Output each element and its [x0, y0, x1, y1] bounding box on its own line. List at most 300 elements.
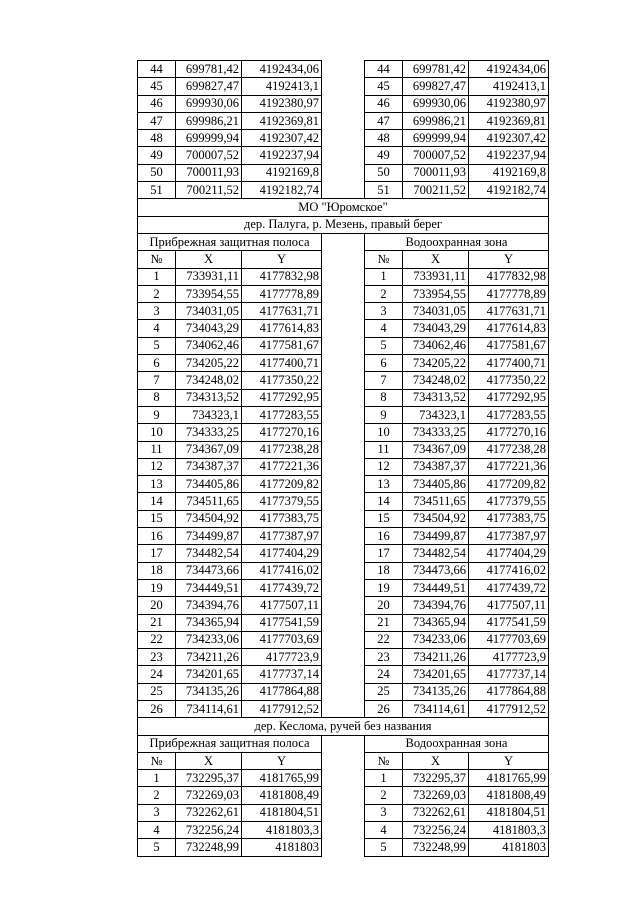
- point-number-left: 18: [138, 562, 176, 579]
- column-gap: [322, 579, 365, 596]
- coord-x-left: 734394,76: [176, 597, 242, 614]
- coord-y-left: 4181765,99: [242, 770, 322, 787]
- coord-x-right: 733954,55: [403, 285, 469, 302]
- coord-x-right: 699781,42: [403, 61, 469, 78]
- table-row: [138, 666, 549, 683]
- coord-y-right: 4177379,55: [469, 493, 549, 510]
- point-number-left: 4: [138, 822, 176, 839]
- coord-x-left: 734473,66: [176, 562, 242, 579]
- coord-y-right: 4177507,11: [469, 597, 549, 614]
- point-number-left: 49: [138, 147, 176, 164]
- point-number-left: 5: [138, 839, 176, 856]
- coord-y-right: 4177221,36: [469, 458, 549, 475]
- coord-y-right: 4192413,1: [469, 78, 549, 95]
- coord-y-left: 4177581,67: [242, 337, 322, 354]
- point-number-left: 3: [138, 303, 176, 320]
- coord-x-left: 732248,99: [176, 839, 242, 856]
- point-number-left: 50: [138, 164, 176, 181]
- coord-y-left: 4192369,81: [242, 112, 322, 129]
- column-gap: [322, 130, 365, 147]
- table-row: [138, 61, 549, 78]
- point-number-left: 45: [138, 78, 176, 95]
- table-row: [138, 406, 549, 423]
- coord-x-left: 700011,93: [176, 164, 242, 181]
- column-gap: [322, 147, 365, 164]
- coord-x-right: 734248,02: [403, 372, 469, 389]
- point-number-left: 23: [138, 649, 176, 666]
- point-number-right: 10: [365, 424, 403, 441]
- point-number-right: 46: [365, 95, 403, 112]
- table-row: [138, 510, 549, 527]
- point-number-left: 17: [138, 545, 176, 562]
- coord-y-left: 4192434,06: [242, 61, 322, 78]
- coord-y-right: 4177383,75: [469, 510, 549, 527]
- column-gap: [322, 355, 365, 372]
- coord-y-right: 4177864,88: [469, 683, 549, 700]
- header-number-right: №: [365, 752, 403, 769]
- coord-y-left: 4192307,42: [242, 130, 322, 147]
- column-gap: [322, 78, 365, 95]
- coord-x-left: 734114,61: [176, 700, 242, 717]
- table-row: [138, 182, 549, 199]
- coord-x-left: 732269,03: [176, 787, 242, 804]
- coord-y-left: 4192182,74: [242, 182, 322, 199]
- column-gap: [322, 389, 365, 406]
- coord-y-right: 4177416,02: [469, 562, 549, 579]
- point-number-left: 44: [138, 61, 176, 78]
- point-number-left: 26: [138, 700, 176, 717]
- coord-y-right: 4177541,59: [469, 614, 549, 631]
- point-number-right: 26: [365, 700, 403, 717]
- coord-y-right: 4192182,74: [469, 182, 549, 199]
- header-y-right: Y: [469, 251, 549, 268]
- coord-y-left: 4177541,59: [242, 614, 322, 631]
- point-number-right: 4: [365, 822, 403, 839]
- coord-x-left: 734062,46: [176, 337, 242, 354]
- coord-y-right: 4181804,51: [469, 804, 549, 821]
- coord-x-left: 700211,52: [176, 182, 242, 199]
- coord-x-right: 734201,65: [403, 666, 469, 683]
- coord-y-right: 4177631,71: [469, 303, 549, 320]
- column-gap: [322, 337, 365, 354]
- section-title-row: [138, 718, 549, 735]
- column-gap: [322, 493, 365, 510]
- coord-y-left: 4177703,69: [242, 631, 322, 648]
- point-number-right: 3: [365, 804, 403, 821]
- coord-x-left: 733931,11: [176, 268, 242, 285]
- column-gap: [322, 112, 365, 129]
- header-y-left: Y: [242, 251, 322, 268]
- coord-y-left: 4177387,97: [242, 528, 322, 545]
- coord-x-left: 699999,94: [176, 130, 242, 147]
- coord-x-right: 734482,54: [403, 545, 469, 562]
- coord-y-right: 4192434,06: [469, 61, 549, 78]
- coord-x-right: 734473,66: [403, 562, 469, 579]
- coord-x-right: 700011,93: [403, 164, 469, 181]
- coord-x-right: 732269,03: [403, 787, 469, 804]
- coord-y-left: 4177614,83: [242, 320, 322, 337]
- table-row: [138, 614, 549, 631]
- coord-y-left: 4181808,49: [242, 787, 322, 804]
- coord-y-right: 4177283,55: [469, 406, 549, 423]
- coord-y-right: 4192237,94: [469, 147, 549, 164]
- column-gap: [322, 597, 365, 614]
- coord-x-left: 734449,51: [176, 579, 242, 596]
- coord-x-left: 699781,42: [176, 61, 242, 78]
- table-row: [138, 78, 549, 95]
- point-number-left: 3: [138, 804, 176, 821]
- coord-x-left: 734511,65: [176, 493, 242, 510]
- section-title: дер. Кеслома, ручей без названия: [138, 718, 549, 735]
- point-number-right: 5: [365, 839, 403, 856]
- table-row: [138, 95, 549, 112]
- coord-y-right: 4192307,42: [469, 130, 549, 147]
- column-gap: [322, 528, 365, 545]
- column-gap: [322, 804, 365, 821]
- column-gap: [322, 839, 365, 856]
- coord-y-left: 4177350,22: [242, 372, 322, 389]
- coord-y-right: 4181803,3: [469, 822, 549, 839]
- coord-x-right: 699999,94: [403, 130, 469, 147]
- point-number-left: 51: [138, 182, 176, 199]
- coord-y-left: 4192237,94: [242, 147, 322, 164]
- coord-y-right: 4181803: [469, 839, 549, 856]
- coord-y-left: 4177283,55: [242, 406, 322, 423]
- table-row: [138, 597, 549, 614]
- coord-x-left: 734135,26: [176, 683, 242, 700]
- coord-x-right: 734504,92: [403, 510, 469, 527]
- point-number-right: 20: [365, 597, 403, 614]
- coord-y-right: 4177723,9: [469, 649, 549, 666]
- zone-label-right: Водоохранная зона: [365, 233, 549, 250]
- coord-x-left: 734211,26: [176, 649, 242, 666]
- coord-y-right: 4177209,82: [469, 476, 549, 493]
- coord-x-right: 700211,52: [403, 182, 469, 199]
- coord-x-right: 700007,52: [403, 147, 469, 164]
- coord-x-right: 699827,47: [403, 78, 469, 95]
- header-x-right: X: [403, 251, 469, 268]
- coord-x-right: 732248,99: [403, 839, 469, 856]
- table-row: [138, 631, 549, 648]
- coord-x-right: 734323,1: [403, 406, 469, 423]
- coord-y-left: 4177209,82: [242, 476, 322, 493]
- column-gap: [322, 545, 365, 562]
- point-number-right: 47: [365, 112, 403, 129]
- coord-y-right: 4177350,22: [469, 372, 549, 389]
- table-row: [138, 493, 549, 510]
- header-number-left: №: [138, 251, 176, 268]
- coord-y-right: 4177832,98: [469, 268, 549, 285]
- coord-x-left: 734405,86: [176, 476, 242, 493]
- column-gap: [322, 268, 365, 285]
- coord-x-left: 734031,05: [176, 303, 242, 320]
- table-row: [138, 770, 549, 787]
- point-number-left: 15: [138, 510, 176, 527]
- coord-y-right: 4192369,81: [469, 112, 549, 129]
- point-number-left: 11: [138, 441, 176, 458]
- table-row: [138, 700, 549, 717]
- header-x-left: X: [176, 752, 242, 769]
- coordinates-table: [137, 60, 549, 857]
- coord-y-left: 4177912,52: [242, 700, 322, 717]
- point-number-right: 15: [365, 510, 403, 527]
- point-number-right: 5: [365, 337, 403, 354]
- table-row: [138, 441, 549, 458]
- section-title: дер. Палуга, р. Мезень, правый берег: [138, 216, 549, 233]
- point-number-left: 10: [138, 424, 176, 441]
- header-x-right: X: [403, 752, 469, 769]
- coordinates-table-body: [138, 61, 549, 857]
- coord-x-right: 699986,21: [403, 112, 469, 129]
- column-gap: [322, 683, 365, 700]
- column-gap: [322, 233, 365, 250]
- point-number-right: 2: [365, 787, 403, 804]
- table-row: [138, 822, 549, 839]
- column-gap: [322, 666, 365, 683]
- coord-x-left: 734201,65: [176, 666, 242, 683]
- coord-y-right: 4177292,95: [469, 389, 549, 406]
- coord-x-right: 734233,06: [403, 631, 469, 648]
- coord-y-left: 4177723,9: [242, 649, 322, 666]
- coord-x-left: 700007,52: [176, 147, 242, 164]
- point-number-right: 44: [365, 61, 403, 78]
- column-gap: [322, 285, 365, 302]
- point-number-right: 1: [365, 268, 403, 285]
- column-gap: [322, 700, 365, 717]
- table-row: [138, 562, 549, 579]
- column-gap: [322, 164, 365, 181]
- zone-label-left: Прибрежная защитная полоса: [138, 233, 322, 250]
- point-number-right: 11: [365, 441, 403, 458]
- coord-y-left: 4192413,1: [242, 78, 322, 95]
- point-number-left: 12: [138, 458, 176, 475]
- coord-y-right: 4181765,99: [469, 770, 549, 787]
- point-number-right: 22: [365, 631, 403, 648]
- column-gap: [322, 61, 365, 78]
- coord-x-right: 732295,37: [403, 770, 469, 787]
- coord-x-right: 732262,61: [403, 804, 469, 821]
- coord-y-left: 4177832,98: [242, 268, 322, 285]
- point-number-right: 16: [365, 528, 403, 545]
- table-row: [138, 112, 549, 129]
- coord-x-right: 732256,24: [403, 822, 469, 839]
- point-number-left: 46: [138, 95, 176, 112]
- column-gap: [322, 649, 365, 666]
- coord-x-left: 734248,02: [176, 372, 242, 389]
- point-number-right: 2: [365, 285, 403, 302]
- point-number-left: 24: [138, 666, 176, 683]
- coord-x-left: 734367,09: [176, 441, 242, 458]
- coord-x-right: 734449,51: [403, 579, 469, 596]
- coord-x-left: 734387,37: [176, 458, 242, 475]
- column-gap: [322, 320, 365, 337]
- table-row: [138, 545, 549, 562]
- coord-x-left: 734043,29: [176, 320, 242, 337]
- coord-x-left: 732295,37: [176, 770, 242, 787]
- coord-y-right: 4177238,28: [469, 441, 549, 458]
- point-number-right: 7: [365, 372, 403, 389]
- coord-y-left: 4177221,36: [242, 458, 322, 475]
- coord-x-left: 734323,1: [176, 406, 242, 423]
- coord-y-right: 4177400,71: [469, 355, 549, 372]
- coord-y-left: 4177864,88: [242, 683, 322, 700]
- table-row: [138, 372, 549, 389]
- column-gap: [322, 441, 365, 458]
- header-x-left: X: [176, 251, 242, 268]
- column-gap: [322, 372, 365, 389]
- coord-x-right: 699930,06: [403, 95, 469, 112]
- point-number-right: 12: [365, 458, 403, 475]
- coord-x-left: 699986,21: [176, 112, 242, 129]
- coord-x-right: 734405,86: [403, 476, 469, 493]
- point-number-right: 14: [365, 493, 403, 510]
- table-row: [138, 285, 549, 302]
- point-number-left: 1: [138, 268, 176, 285]
- column-gap: [322, 614, 365, 631]
- point-number-left: 20: [138, 597, 176, 614]
- point-number-right: 21: [365, 614, 403, 631]
- column-gap: [322, 631, 365, 648]
- coord-y-left: 4177292,95: [242, 389, 322, 406]
- coord-x-right: 734367,09: [403, 441, 469, 458]
- coord-x-right: 734313,52: [403, 389, 469, 406]
- coord-y-left: 4177507,11: [242, 597, 322, 614]
- coord-x-right: 733931,11: [403, 268, 469, 285]
- point-number-right: 17: [365, 545, 403, 562]
- point-number-left: 14: [138, 493, 176, 510]
- point-number-right: 8: [365, 389, 403, 406]
- point-number-left: 7: [138, 372, 176, 389]
- coord-x-left: 732262,61: [176, 804, 242, 821]
- point-number-right: 23: [365, 649, 403, 666]
- column-gap: [322, 458, 365, 475]
- coord-y-left: 4177737,14: [242, 666, 322, 683]
- point-number-left: 13: [138, 476, 176, 493]
- coord-y-right: 4177270,16: [469, 424, 549, 441]
- point-number-right: 13: [365, 476, 403, 493]
- table-row: [138, 787, 549, 804]
- table-row: [138, 649, 549, 666]
- point-number-right: 18: [365, 562, 403, 579]
- table-row: [138, 389, 549, 406]
- column-gap: [322, 735, 365, 752]
- point-number-left: 47: [138, 112, 176, 129]
- coord-y-left: 4177383,75: [242, 510, 322, 527]
- column-gap: [322, 822, 365, 839]
- coord-y-left: 4177404,29: [242, 545, 322, 562]
- table-row: [138, 147, 549, 164]
- point-number-right: 19: [365, 579, 403, 596]
- point-number-left: 4: [138, 320, 176, 337]
- point-number-left: 2: [138, 787, 176, 804]
- table-row: [138, 130, 549, 147]
- table-row: [138, 458, 549, 475]
- point-number-left: 25: [138, 683, 176, 700]
- column-gap: [322, 752, 365, 769]
- point-number-left: 8: [138, 389, 176, 406]
- coord-y-right: 4177703,69: [469, 631, 549, 648]
- coord-y-left: 4177439,72: [242, 579, 322, 596]
- zone-header-row: [138, 735, 549, 752]
- coord-y-left: 4177631,71: [242, 303, 322, 320]
- coord-x-left: 734233,06: [176, 631, 242, 648]
- table-row: [138, 164, 549, 181]
- column-gap: [322, 182, 365, 199]
- coord-y-left: 4192169,8: [242, 164, 322, 181]
- municipality-row: [138, 199, 549, 216]
- point-number-right: 49: [365, 147, 403, 164]
- column-gap: [322, 251, 365, 268]
- zone-label-left: Прибрежная защитная полоса: [138, 735, 322, 752]
- table-row: [138, 683, 549, 700]
- coord-x-left: 732256,24: [176, 822, 242, 839]
- coord-y-left: 4177416,02: [242, 562, 322, 579]
- coord-y-right: 4177387,97: [469, 528, 549, 545]
- coord-y-right: 4177614,83: [469, 320, 549, 337]
- coord-y-left: 4181803: [242, 839, 322, 856]
- coord-x-right: 734043,29: [403, 320, 469, 337]
- header-number-right: №: [365, 251, 403, 268]
- coord-x-left: 734205,22: [176, 355, 242, 372]
- table-row: [138, 303, 549, 320]
- point-number-left: 48: [138, 130, 176, 147]
- coord-x-left: 733954,55: [176, 285, 242, 302]
- table-row: [138, 476, 549, 493]
- point-number-right: 50: [365, 164, 403, 181]
- coord-x-right: 734031,05: [403, 303, 469, 320]
- coord-x-left: 734504,92: [176, 510, 242, 527]
- point-number-left: 21: [138, 614, 176, 631]
- coord-x-right: 734511,65: [403, 493, 469, 510]
- table-row: [138, 804, 549, 821]
- coord-x-right: 734333,25: [403, 424, 469, 441]
- point-number-right: 48: [365, 130, 403, 147]
- coord-x-left: 699930,06: [176, 95, 242, 112]
- point-number-right: 51: [365, 182, 403, 199]
- coord-y-left: 4177778,89: [242, 285, 322, 302]
- coord-x-left: 734333,25: [176, 424, 242, 441]
- point-number-left: 9: [138, 406, 176, 423]
- coord-y-right: 4192380,97: [469, 95, 549, 112]
- point-number-right: 9: [365, 406, 403, 423]
- point-number-right: 4: [365, 320, 403, 337]
- point-number-right: 3: [365, 303, 403, 320]
- coord-y-right: 4177912,52: [469, 700, 549, 717]
- column-gap: [322, 95, 365, 112]
- coord-x-right: 734135,26: [403, 683, 469, 700]
- point-number-left: 16: [138, 528, 176, 545]
- header-y-right: Y: [469, 752, 549, 769]
- point-number-left: 2: [138, 285, 176, 302]
- coord-y-left: 4192380,97: [242, 95, 322, 112]
- table-row: [138, 579, 549, 596]
- coord-x-left: 734365,94: [176, 614, 242, 631]
- column-header-row: [138, 752, 549, 769]
- column-header-row: [138, 251, 549, 268]
- table-row: [138, 839, 549, 856]
- header-y-left: Y: [242, 752, 322, 769]
- column-gap: [322, 476, 365, 493]
- coord-x-right: 734062,46: [403, 337, 469, 354]
- point-number-right: 1: [365, 770, 403, 787]
- header-number-left: №: [138, 752, 176, 769]
- coord-y-right: 4177778,89: [469, 285, 549, 302]
- point-number-right: 25: [365, 683, 403, 700]
- coord-y-left: 4181803,3: [242, 822, 322, 839]
- point-number-right: 45: [365, 78, 403, 95]
- zone-label-right: Водоохранная зона: [365, 735, 549, 752]
- municipality-heading: МО "Юромское": [138, 199, 549, 216]
